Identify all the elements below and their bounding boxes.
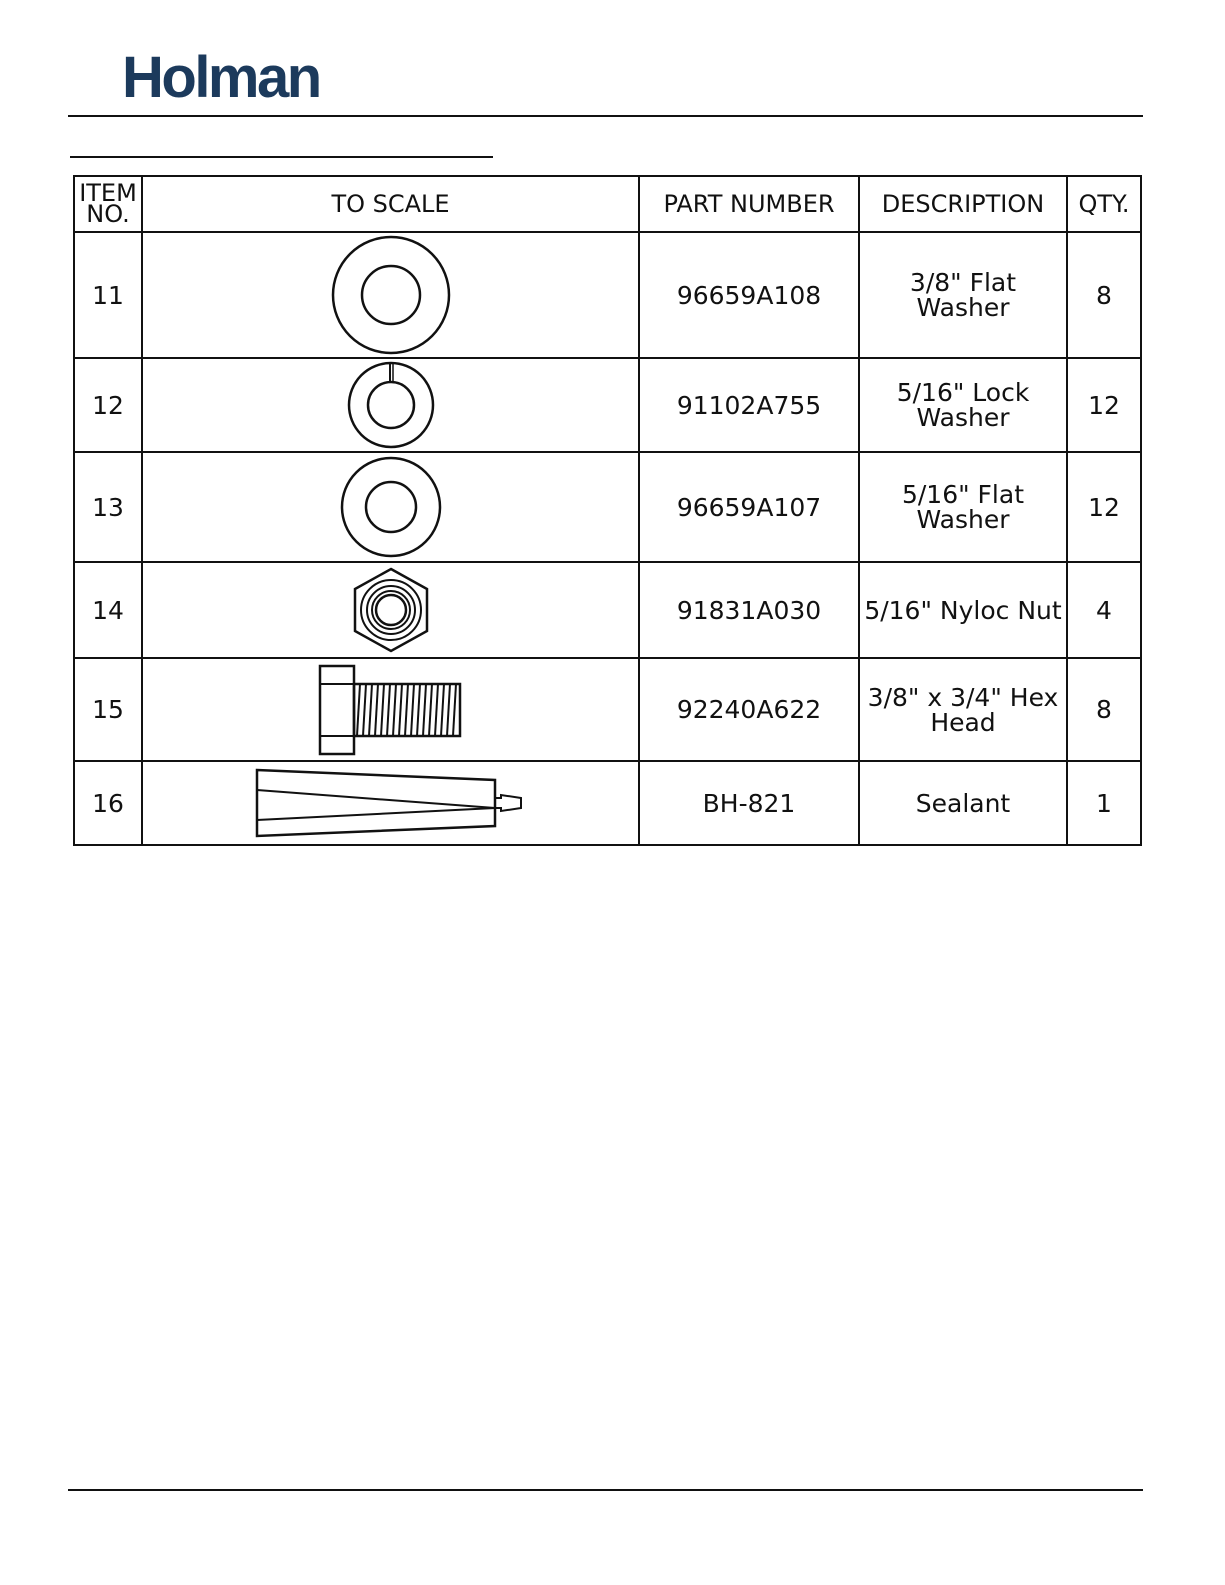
description-line2: Head bbox=[930, 707, 996, 737]
description-line2: Washer bbox=[916, 293, 1010, 322]
to-scale-header: TO SCALE bbox=[142, 176, 639, 232]
description-line1: 5/16" Nyloc Nut bbox=[864, 595, 1062, 625]
part-number: 96659A108 bbox=[639, 232, 859, 358]
part-number: BH-821 bbox=[639, 761, 859, 845]
item-number: 15 bbox=[74, 658, 142, 761]
flat-washer-icon bbox=[339, 455, 443, 559]
description-line1: 5/16" Lock bbox=[896, 378, 1030, 407]
quantity: 8 bbox=[1067, 232, 1141, 358]
to-scale-cell bbox=[142, 761, 639, 845]
description bbox=[859, 358, 1067, 452]
holman-logo: Holman bbox=[122, 45, 320, 110]
to-scale-cell bbox=[142, 232, 639, 358]
description-line1: Sealant bbox=[915, 788, 1011, 818]
description bbox=[859, 232, 1067, 358]
table-row bbox=[74, 358, 1141, 452]
table-row bbox=[74, 232, 1141, 358]
part-number: 92240A622 bbox=[639, 658, 859, 761]
hex-nut-icon bbox=[351, 565, 431, 655]
part-number: 91102A755 bbox=[639, 358, 859, 452]
description-header: DESCRIPTION bbox=[859, 176, 1067, 232]
item-number: 16 bbox=[74, 761, 142, 845]
quantity: 1 bbox=[1067, 761, 1141, 845]
table-row bbox=[74, 658, 1141, 761]
footer-divider bbox=[68, 1489, 1143, 1491]
title-underline bbox=[70, 156, 493, 158]
table-header-row bbox=[74, 176, 1141, 232]
item-number: 14 bbox=[74, 562, 142, 658]
item-number: 11 bbox=[74, 232, 142, 358]
quantity: 12 bbox=[1067, 452, 1141, 562]
table-row bbox=[74, 452, 1141, 562]
table-row bbox=[74, 761, 1141, 845]
item-no-header-line2: NO. bbox=[86, 200, 130, 228]
parts-table bbox=[73, 175, 1142, 846]
description-line1: 3/8" Flat bbox=[909, 268, 1017, 297]
item-no-header bbox=[74, 176, 142, 232]
hex-bolt-icon bbox=[316, 662, 466, 758]
item-no-header-line1: ITEM bbox=[79, 179, 137, 207]
quantity: 12 bbox=[1067, 358, 1141, 452]
quantity: 4 bbox=[1067, 562, 1141, 658]
to-scale-cell bbox=[142, 562, 639, 658]
description bbox=[859, 658, 1067, 761]
flat-washer-icon bbox=[329, 233, 453, 357]
description-line1: 3/8" x 3/4" Hex bbox=[867, 682, 1059, 712]
to-scale-cell bbox=[142, 452, 639, 562]
to-scale-cell bbox=[142, 358, 639, 452]
description-line1: 5/16" Flat bbox=[901, 480, 1025, 509]
item-number: 12 bbox=[74, 358, 142, 452]
header-divider bbox=[68, 115, 1143, 117]
part-number: 96659A107 bbox=[639, 452, 859, 562]
description bbox=[859, 761, 1067, 845]
to-scale-cell bbox=[142, 658, 639, 761]
description-line2: Washer bbox=[916, 403, 1010, 432]
description bbox=[859, 452, 1067, 562]
part-number-header: PART NUMBER bbox=[639, 176, 859, 232]
description-line2: Washer bbox=[916, 505, 1010, 534]
lock-washer-icon bbox=[346, 360, 436, 450]
description bbox=[859, 562, 1067, 658]
qty-header: QTY. bbox=[1067, 176, 1141, 232]
item-number: 13 bbox=[74, 452, 142, 562]
sealant-tube-icon bbox=[251, 766, 531, 840]
table-row bbox=[74, 562, 1141, 658]
part-number: 91831A030 bbox=[639, 562, 859, 658]
quantity: 8 bbox=[1067, 658, 1141, 761]
